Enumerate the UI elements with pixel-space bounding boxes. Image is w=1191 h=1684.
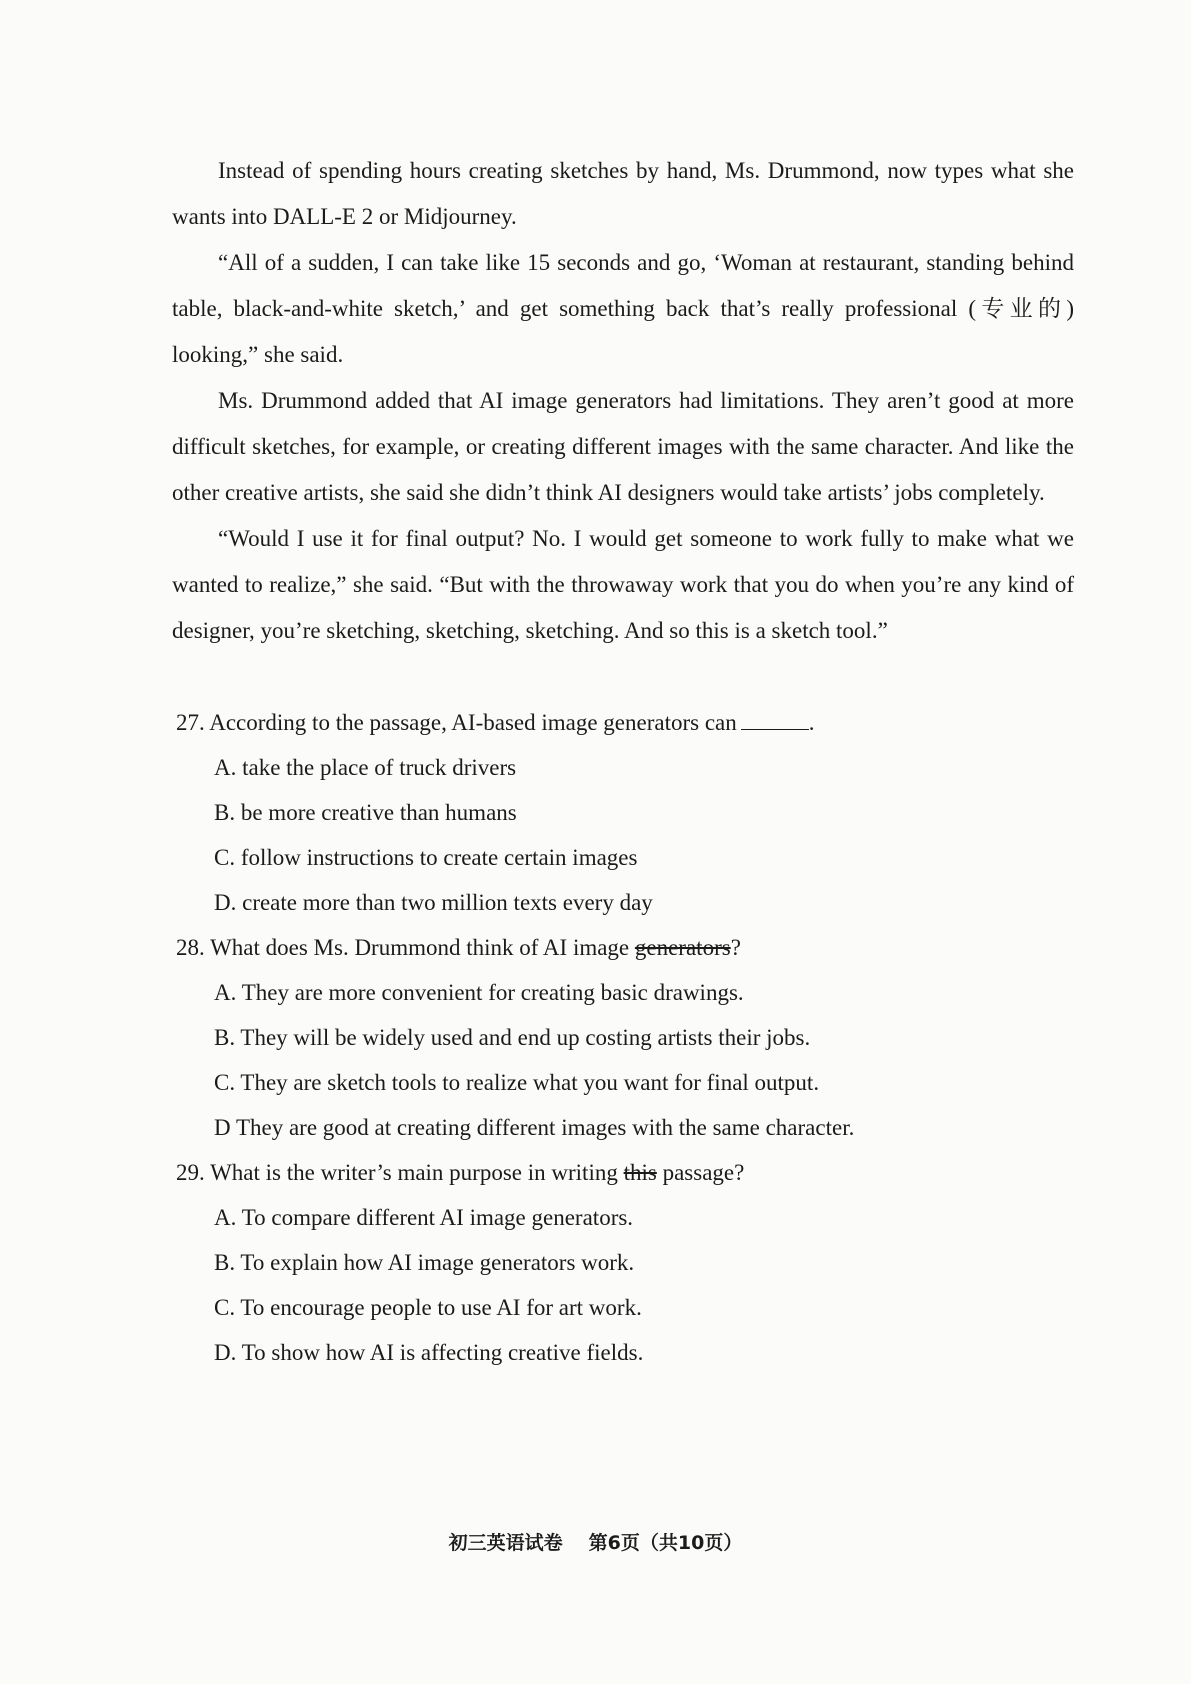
option-d: D. To show how AI is affecting creative fields. (214, 1340, 644, 1365)
question-stem-end: . (808, 710, 815, 735)
question-stem-text: 29. What is the writer’s main purpose in writing (176, 1160, 624, 1185)
option-b: B. They will be widely used and end up costing artists their jobs. (214, 1025, 811, 1050)
passage-paragraph: “Would I use it for final output? No. I would get someone to work fully to make what we wanted to realize,” she said. “But with the throwaway work that you do when you’re any kind of designer, you’re sketching, sketching, sketching. And so this is a sketch tool.” (172, 526, 1074, 643)
question-stem (176, 925, 1078, 970)
option-a: A. take the place of truck drivers (214, 755, 517, 780)
question-27 (176, 700, 1078, 925)
struck-word: generators (634, 935, 731, 960)
question-stem-end: ? (730, 935, 741, 960)
reading-passage (172, 148, 1074, 654)
question-stem (176, 700, 1078, 745)
question-28 (176, 925, 1078, 1150)
option-b: B. To explain how AI image generators work. (214, 1250, 635, 1275)
option-c: C. They are sketch tools to realize what you want for final output. (214, 1070, 820, 1095)
page-footer (0, 1528, 1191, 1555)
struck-word: this (623, 1160, 657, 1185)
question-stem-text: 28. What does Ms. Drummond think of AI image (176, 935, 635, 960)
question-stem-text: 27. According to the passage, AI-based image generators can (176, 710, 737, 735)
option-a: A. To compare different AI image generators. (214, 1205, 634, 1230)
option-c: C. To encourage people to use AI for art work. (214, 1295, 642, 1320)
option-b: B. be more creative than humans (214, 800, 517, 825)
question-list (176, 700, 1078, 1375)
passage-paragraph: “All of a sudden, I can take like 15 seconds and go, ‘Woman at restaurant, standing behind table, black-and-white sketch,’ and get something back that’s really professional (专业的) looking,” she said. (172, 250, 1074, 367)
answer-blank (741, 711, 809, 730)
passage-paragraph: Ms. Drummond added that AI image generators had limitations. They aren’t good at more difficult sketches, for example, or creating different images with the same character. And like the other creative artists, she said she didn’t think AI designers would take artists’ jobs completely. (172, 388, 1074, 505)
passage-paragraph: Instead of spending hours creating sketches by hand, Ms. Drummond, now types what she wants into DALL-E 2 or Midjourney. (172, 158, 1074, 229)
question-stem-end: passage? (656, 1160, 745, 1185)
question-stem (176, 1150, 1078, 1195)
exam-title: 初三英语试卷 (448, 1532, 563, 1554)
option-d: D They are good at creating different images with the same character. (214, 1115, 855, 1140)
option-a: A. They are more convenient for creating basic drawings. (214, 980, 744, 1005)
page-number: 第6页（共10页） (588, 1532, 743, 1554)
option-d: D. create more than two million texts every day (214, 890, 653, 915)
option-c: C. follow instructions to create certain images (214, 845, 638, 870)
question-29 (176, 1150, 1078, 1375)
